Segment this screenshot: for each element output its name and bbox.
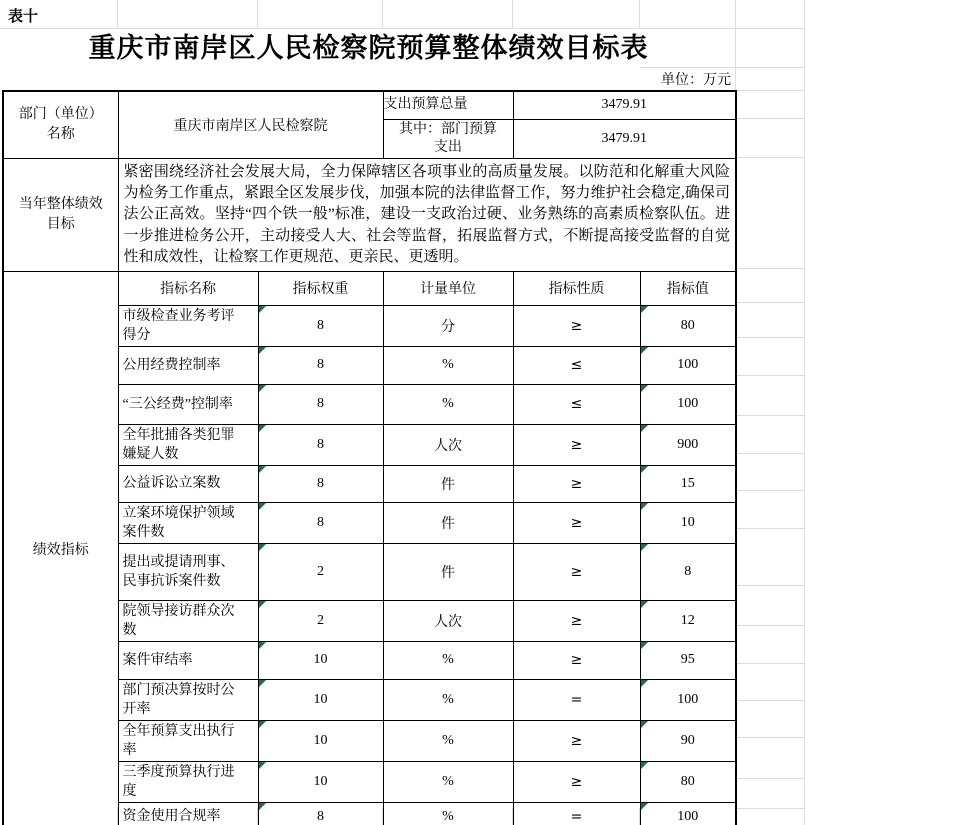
dept-name-label-cell <box>3 91 118 158</box>
performance-target-table <box>2 90 737 825</box>
indicator-weight-cell: 8 <box>258 802 383 825</box>
annual-goal-label-line1: 当年整体绩效 <box>18 196 103 212</box>
indicator-name-cell: 提出或提请刑事、民事抗诉案件数 <box>118 543 258 600</box>
indicator-weight-cell: 10 <box>258 720 383 761</box>
indicator-weight-cell: 8 <box>258 384 383 424</box>
cell-error-marker-icon <box>259 306 266 313</box>
indicator-nature-cell: ≥ <box>513 424 640 465</box>
indicator-value-cell: 900 <box>640 424 736 465</box>
cell-error-marker-icon <box>259 642 266 649</box>
indicator-value-cell: 90 <box>640 720 736 761</box>
indicator-weight-cell: 8 <box>258 305 383 346</box>
dept-name-label-line1: 部门（单位） <box>18 106 103 122</box>
indicator-name-cell: 资金使用合规率 <box>118 802 258 825</box>
cell-error-marker-icon <box>641 347 648 354</box>
header-indicator-name: 指标名称 <box>118 271 258 305</box>
dept-budget-label-line2: 支出 <box>434 139 462 155</box>
indicator-unit-cell: % <box>383 346 513 384</box>
header-measure-unit: 计量单位 <box>383 271 513 305</box>
indicator-nature-cell: ≥ <box>513 502 640 543</box>
cell-error-marker-icon <box>259 721 266 728</box>
indicator-unit-cell: 件 <box>383 502 513 543</box>
indicator-unit-cell: 分 <box>383 305 513 346</box>
indicator-unit-cell: % <box>383 761 513 802</box>
indicator-name-cell: 市级检查业务考评得分 <box>118 305 258 346</box>
indicator-name-cell: 全年预算支出执行率 <box>118 720 258 761</box>
dept-name-value-cell: 重庆市南岸区人民检察院 <box>118 91 383 158</box>
indicator-name-cell: “三公经费”控制率 <box>118 384 258 424</box>
indicator-weight-cell: 10 <box>258 761 383 802</box>
dept-budget-value-cell: 3479.91 <box>513 119 736 158</box>
cell-error-marker-icon <box>641 762 648 769</box>
indicator-nature-cell: ≥ <box>513 305 640 346</box>
annual-goal-label-cell <box>3 158 118 271</box>
indicator-unit-cell: 人次 <box>383 600 513 641</box>
indicator-weight-cell: 2 <box>258 600 383 641</box>
indicator-unit-cell: % <box>383 384 513 424</box>
indicator-nature-cell: = <box>513 679 640 720</box>
dept-name-label-line2: 名称 <box>46 126 75 142</box>
indicator-nature-cell: ≥ <box>513 465 640 502</box>
indicator-name-cell: 部门预决算按时公开率 <box>118 679 258 720</box>
annual-goal-text: 紧密围绕经济社会发展大局，全力保障辖区各项事业的高质量发展。以防范和化解重大风险为检务工作重点，紧跟全区发展步伐，加强本院的法律监督工作，努力维护社会稳定,确保司法公正高效。坚持“四个铁一般”标准，建设一支政治过硬、业务熟练的高素质检察队伍。进一步推进检务公开，主动接受人大、社会等监督，拓展监督方式，不断提高接受监督的自觉性和成效性，让检察工作更规范、更亲民、更透明。 <box>123 163 730 266</box>
indicator-name-cell: 三季度预算执行进度 <box>118 761 258 802</box>
indicator-value-cell: 100 <box>640 802 736 825</box>
indicator-weight-cell: 8 <box>258 502 383 543</box>
indicator-value-cell: 15 <box>640 465 736 502</box>
indicator-value-cell: 100 <box>640 679 736 720</box>
budget-total-label-cell: 支出预算总量 <box>383 91 513 119</box>
indicator-nature-cell: ≥ <box>513 641 640 679</box>
cell-error-marker-icon <box>259 503 266 510</box>
indicator-unit-cell: % <box>383 679 513 720</box>
indicator-unit-cell: 件 <box>383 465 513 502</box>
cell-error-marker-icon <box>259 466 266 473</box>
sheet-label: 表十 <box>8 8 39 25</box>
indicator-nature-cell: ≤ <box>513 384 640 424</box>
cell-error-marker-icon <box>259 762 266 769</box>
cell-error-marker-icon <box>641 503 648 510</box>
cell-error-marker-icon <box>259 803 266 810</box>
indicator-value-cell: 100 <box>640 384 736 424</box>
indicators-section-label-cell: 绩效指标 <box>3 271 118 825</box>
indicator-weight-cell: 10 <box>258 679 383 720</box>
cell-error-marker-icon <box>641 803 648 810</box>
indicator-name-cell: 院领导接访群众次数 <box>118 600 258 641</box>
header-indicator-nature: 指标性质 <box>513 271 640 305</box>
cell-error-marker-icon <box>259 680 266 687</box>
unit-note: 单位：万元 <box>661 73 731 88</box>
indicator-name-cell: 全年批捕各类犯罪嫌疑人数 <box>118 424 258 465</box>
indicator-value-cell: 12 <box>640 600 736 641</box>
indicator-name-cell: 公用经费控制率 <box>118 346 258 384</box>
cell-error-marker-icon <box>641 466 648 473</box>
indicator-weight-cell: 8 <box>258 465 383 502</box>
indicator-unit-cell: % <box>383 720 513 761</box>
dept-budget-label-cell <box>383 119 513 158</box>
indicator-nature-cell: ≥ <box>513 720 640 761</box>
annual-goal-label-line2: 目标 <box>46 216 75 232</box>
indicator-weight-cell: 2 <box>258 543 383 600</box>
indicator-value-cell: 95 <box>640 641 736 679</box>
cell-error-marker-icon <box>641 721 648 728</box>
indicator-unit-cell: 人次 <box>383 424 513 465</box>
indicator-name-cell: 公益诉讼立案数 <box>118 465 258 502</box>
indicator-name-cell: 案件审结率 <box>118 641 258 679</box>
indicator-nature-cell: ≤ <box>513 346 640 384</box>
indicator-nature-cell: = <box>513 802 640 825</box>
cell-error-marker-icon <box>259 385 266 392</box>
page-title: 重庆市南岸区人民检察院预算整体绩效目标表 <box>88 33 649 63</box>
header-indicator-value: 指标值 <box>640 271 736 305</box>
indicator-nature-cell: ≥ <box>513 600 640 641</box>
indicator-nature-cell: ≥ <box>513 543 640 600</box>
header-indicator-weight: 指标权重 <box>258 271 383 305</box>
cell-error-marker-icon <box>641 306 648 313</box>
indicator-unit-cell: % <box>383 802 513 825</box>
indicator-value-cell: 8 <box>640 543 736 600</box>
cell-error-marker-icon <box>259 425 266 432</box>
indicator-nature-cell: ≥ <box>513 761 640 802</box>
cell-error-marker-icon <box>641 680 648 687</box>
cell-error-marker-icon <box>259 544 266 551</box>
budget-total-value-cell: 3479.91 <box>513 91 736 119</box>
indicator-weight-cell: 10 <box>258 641 383 679</box>
annual-goal-text-cell <box>118 158 736 271</box>
cell-error-marker-icon <box>641 425 648 432</box>
cell-error-marker-icon <box>641 601 648 608</box>
dept-budget-label-line1: 其中：部门预算 <box>399 121 497 137</box>
indicator-weight-cell: 8 <box>258 346 383 384</box>
cell-error-marker-icon <box>641 385 648 392</box>
indicator-value-cell: 80 <box>640 305 736 346</box>
indicator-unit-cell: 件 <box>383 543 513 600</box>
cell-error-marker-icon <box>259 601 266 608</box>
indicator-name-cell: 立案环境保护领域案件数 <box>118 502 258 543</box>
cell-error-marker-icon <box>641 642 648 649</box>
cell-error-marker-icon <box>641 544 648 551</box>
indicator-unit-cell: % <box>383 641 513 679</box>
indicator-value-cell: 10 <box>640 502 736 543</box>
indicator-value-cell: 80 <box>640 761 736 802</box>
cell-error-marker-icon <box>259 347 266 354</box>
indicator-value-cell: 100 <box>640 346 736 384</box>
indicator-weight-cell: 8 <box>258 424 383 465</box>
